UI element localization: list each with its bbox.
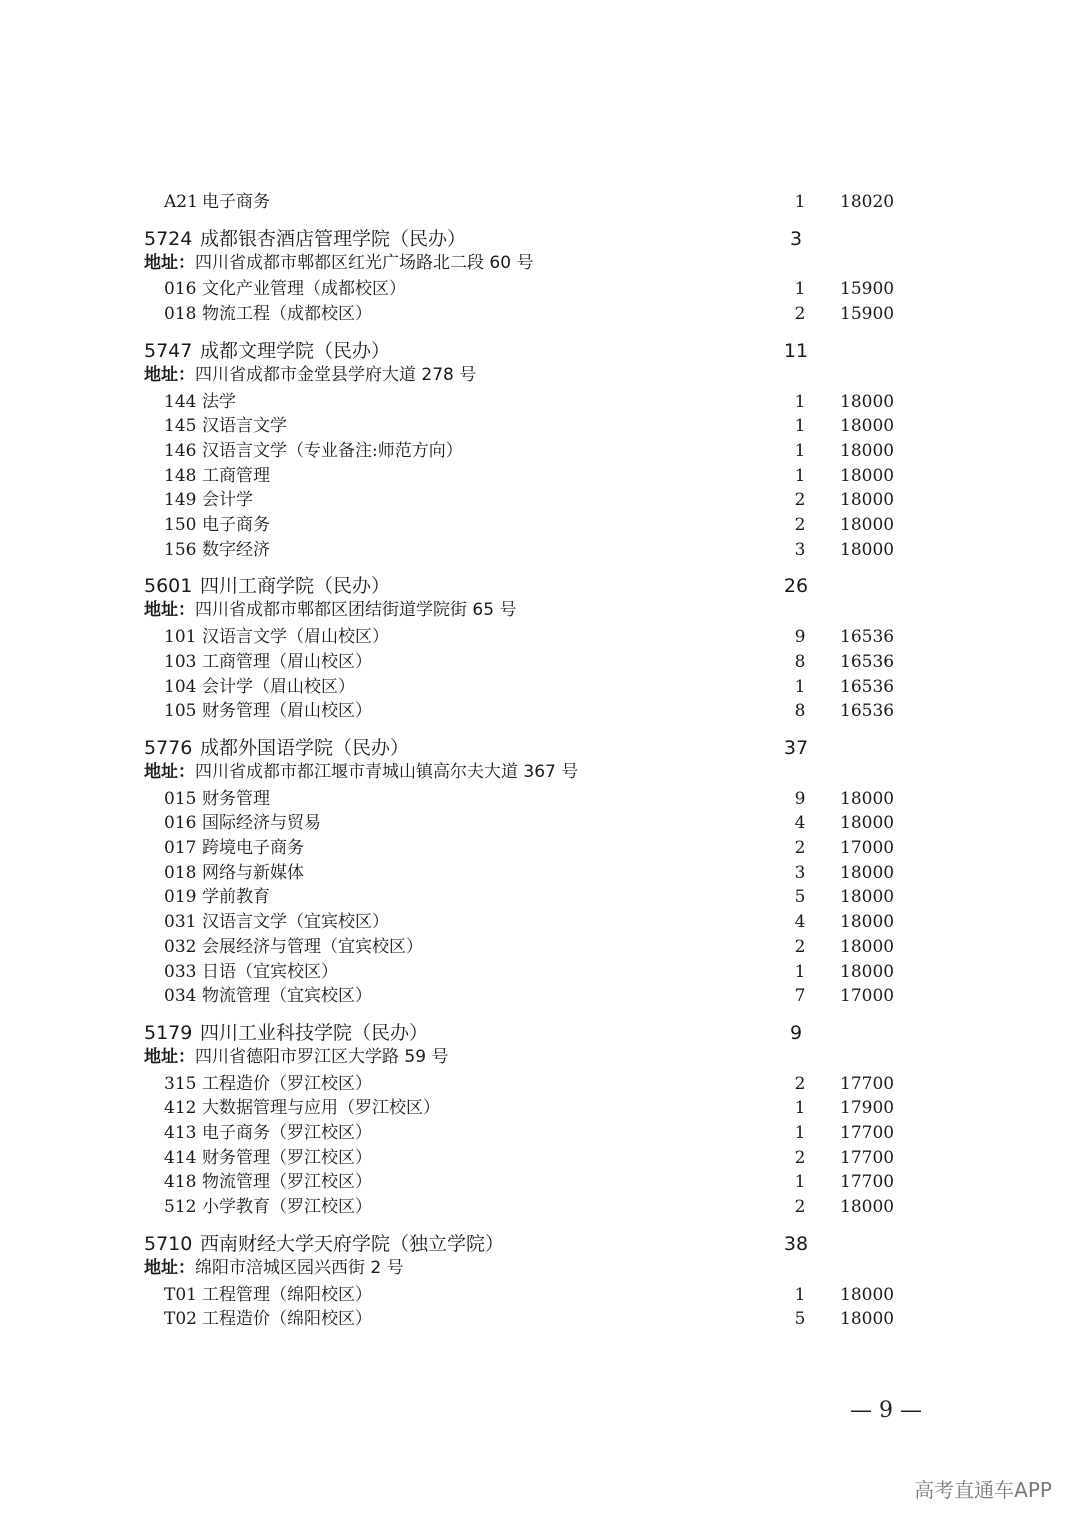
tuition-fee: 18000 <box>840 887 895 908</box>
plan-count: 2 <box>794 304 806 325</box>
tuition-fee: 18000 <box>840 788 895 809</box>
major-name: 财务管理（眉山校区） <box>202 701 372 722</box>
major-name: 物流管理（宜宾校区） <box>202 986 372 1007</box>
school-total-count: 3 <box>789 227 803 250</box>
major-name: 物流工程（成都校区） <box>202 304 372 325</box>
major-row <box>0 699 1080 723</box>
school-code: 5776 <box>144 736 193 759</box>
major-row <box>0 836 1080 860</box>
major-row <box>0 464 1080 488</box>
major-code: 105 <box>164 701 197 722</box>
tuition-fee: 16536 <box>840 701 895 722</box>
major-code: T01 <box>164 1284 197 1305</box>
tuition-fee: 16536 <box>840 627 895 648</box>
major-row <box>0 538 1080 562</box>
major-name: 会展经济与管理（宜宾校区） <box>202 936 423 957</box>
plan-count: 9 <box>794 627 806 648</box>
plan-count: 1 <box>794 279 806 300</box>
major-row <box>0 439 1080 463</box>
plan-count: 5 <box>794 1309 806 1330</box>
major-name: 财务管理 <box>202 788 270 809</box>
school-code: 5710 <box>144 1232 193 1255</box>
tuition-fee: 17700 <box>840 1147 895 1168</box>
school-address-row <box>0 598 1080 622</box>
major-code: 031 <box>164 912 197 933</box>
address-value: 四川省德阳市罗江区大学路 59 号 <box>195 1046 449 1067</box>
school-address <box>144 598 516 622</box>
major-name: 工程管理（绵阳校区） <box>202 1284 372 1305</box>
major-name: 会计学 <box>202 490 253 511</box>
school-total-count: 37 <box>783 736 809 759</box>
major-row <box>0 935 1080 959</box>
major-code: 032 <box>164 936 197 957</box>
school-address <box>144 251 533 275</box>
tuition-fee: 18000 <box>840 539 895 560</box>
major-name: 电子商务（罗江校区） <box>202 1123 372 1143</box>
school-header <box>0 572 1080 600</box>
major-row <box>0 861 1080 885</box>
tuition-fee: 18000 <box>840 912 895 933</box>
major-name: 网络与新媒体 <box>202 862 304 883</box>
plan-count: 1 <box>794 440 806 461</box>
plan-count: 8 <box>794 701 806 722</box>
major-code: 315 <box>164 1073 197 1094</box>
address-label: 地址： <box>144 252 195 273</box>
school-total-count: 9 <box>789 1021 803 1044</box>
major-row <box>0 1096 1080 1120</box>
major-row <box>0 277 1080 301</box>
major-name: 日语（宜宾校区） <box>202 961 338 982</box>
plan-count: 1 <box>794 465 806 486</box>
major-name: 工商管理 <box>202 465 270 486</box>
plan-count: 1 <box>794 961 806 982</box>
tuition-fee: 17700 <box>840 1172 895 1193</box>
tuition-fee: 18000 <box>840 961 895 982</box>
school-header <box>0 337 1080 365</box>
major-row <box>0 811 1080 835</box>
major-row <box>0 625 1080 649</box>
tuition-fee: 18000 <box>840 490 895 511</box>
major-row <box>0 910 1080 934</box>
major-row <box>0 1195 1080 1219</box>
major-name: 会计学（眉山校区） <box>202 676 355 697</box>
school-address-row <box>0 251 1080 275</box>
school-code: 5724 <box>144 227 193 250</box>
tuition-fee: 18000 <box>840 862 895 883</box>
major-row <box>0 1121 1080 1145</box>
school-total-count: 38 <box>783 1232 809 1255</box>
major-row <box>0 488 1080 512</box>
major-code: 016 <box>164 279 197 300</box>
major-code: 412 <box>164 1098 197 1119</box>
tuition-fee: 18000 <box>840 1284 895 1305</box>
address-label: 地址： <box>144 761 195 782</box>
school-address-row <box>0 1045 1080 1069</box>
plan-count: 2 <box>794 936 806 957</box>
major-code: 149 <box>164 490 197 511</box>
address-label: 地址： <box>144 364 195 385</box>
major-code: 145 <box>164 416 197 437</box>
major-row <box>0 414 1080 438</box>
tuition-fee: 17700 <box>840 1123 895 1143</box>
major-name: 电子商务 <box>202 192 270 212</box>
plan-count: 4 <box>794 912 806 933</box>
major-code: 101 <box>164 627 197 648</box>
major-code: 019 <box>164 887 197 908</box>
major-row <box>0 885 1080 909</box>
plan-count: 2 <box>794 1197 806 1218</box>
school-name: 四川工业科技学院（民办） <box>200 1021 429 1044</box>
plan-count: 5 <box>794 887 806 908</box>
tuition-fee: 17700 <box>840 1073 895 1094</box>
major-code: 104 <box>164 676 197 697</box>
major-name: 工程造价（绵阳校区） <box>202 1309 372 1330</box>
school-address-row <box>0 760 1080 784</box>
school-header <box>0 1019 1080 1047</box>
tuition-fee: 18000 <box>840 813 895 834</box>
major-code: 015 <box>164 788 197 809</box>
address-value: 四川省成都市都江堰市青城山镇高尔夫大道 367 号 <box>195 761 579 782</box>
school-address <box>144 1045 448 1069</box>
watermark: 高考直通车APP <box>914 1478 1052 1502</box>
school-address-row <box>0 1256 1080 1280</box>
major-row <box>0 960 1080 984</box>
major-name: 汉语言文学（宜宾校区） <box>202 912 389 933</box>
school-address <box>144 760 578 784</box>
plan-count: 1 <box>794 391 806 412</box>
major-name: 汉语言文学（眉山校区） <box>202 627 389 648</box>
school-name: 四川工商学院（民办） <box>200 575 391 598</box>
major-code: 103 <box>164 651 197 672</box>
school-name: 成都文理学院（民办） <box>200 339 391 362</box>
tuition-fee: 15900 <box>840 279 895 300</box>
school-total-count: 11 <box>783 339 809 362</box>
major-name: 汉语言文学 <box>202 416 287 437</box>
major-row <box>0 1146 1080 1170</box>
major-name: 国际经济与贸易 <box>202 813 321 834</box>
plan-count: 3 <box>794 539 806 560</box>
major-row <box>0 787 1080 811</box>
school-total-count: 26 <box>783 575 809 598</box>
plan-count: 3 <box>794 862 806 883</box>
major-row <box>0 1307 1080 1331</box>
major-code: 413 <box>164 1123 197 1143</box>
major-code: 017 <box>164 838 197 858</box>
tuition-fee: 18000 <box>840 1309 895 1330</box>
tuition-fee: 17000 <box>840 986 895 1007</box>
plan-count: 1 <box>794 1284 806 1305</box>
major-name: 汉语言文学（专业备注:师范方向） <box>202 440 463 461</box>
address-label: 地址： <box>144 1257 195 1278</box>
tuition-fee: 16536 <box>840 676 895 697</box>
major-name: 文化产业管理（成都校区） <box>202 279 406 300</box>
major-code: 512 <box>164 1197 197 1218</box>
school-header <box>0 225 1080 253</box>
major-row <box>0 675 1080 699</box>
plan-count: 2 <box>794 1147 806 1168</box>
tuition-fee: 17000 <box>840 838 895 858</box>
major-code: 150 <box>164 515 197 535</box>
plan-count: 1 <box>794 1123 806 1143</box>
school-header <box>0 734 1080 762</box>
school-address-row <box>0 363 1080 387</box>
major-code: 146 <box>164 440 197 461</box>
address-value: 绵阳市涪城区园兴西街 2 号 <box>195 1257 404 1278</box>
school-code: 5179 <box>144 1021 193 1044</box>
plan-count: 4 <box>794 813 806 834</box>
plan-count: 1 <box>794 676 806 697</box>
major-row <box>0 1072 1080 1096</box>
major-name: 电子商务 <box>202 515 270 535</box>
major-name: 财务管理（罗江校区） <box>202 1147 372 1168</box>
plan-count: 1 <box>794 416 806 437</box>
plan-count: 8 <box>794 651 806 672</box>
tuition-fee: 18000 <box>840 936 895 957</box>
major-code: 018 <box>164 862 197 883</box>
major-row <box>0 302 1080 326</box>
major-name: 学前教育 <box>202 887 270 908</box>
major-name: 物流管理（罗江校区） <box>202 1172 372 1193</box>
tuition-fee: 18000 <box>840 1197 895 1218</box>
major-code: 018 <box>164 304 197 325</box>
major-row <box>0 1283 1080 1307</box>
school-address <box>144 363 476 387</box>
major-row <box>0 984 1080 1008</box>
address-value: 四川省成都市金堂县学府大道 278 号 <box>195 364 477 385</box>
major-code: 034 <box>164 986 197 1007</box>
major-row <box>0 390 1080 414</box>
school-name: 成都银杏酒店管理学院（民办） <box>200 227 467 250</box>
address-value: 四川省成都市郫都区团结街道学院街 65 号 <box>195 600 517 621</box>
plan-count: 2 <box>794 1073 806 1094</box>
plan-count: 2 <box>794 515 806 535</box>
page-number: — 9 — <box>850 1398 922 1423</box>
plan-count: 2 <box>794 838 806 858</box>
major-row <box>0 1170 1080 1194</box>
major-code: A21 <box>164 192 198 212</box>
plan-count: 7 <box>794 986 806 1007</box>
major-code: T02 <box>164 1309 197 1330</box>
major-name: 工程造价（罗江校区） <box>202 1073 372 1094</box>
major-code: 414 <box>164 1147 197 1168</box>
school-code: 5747 <box>144 339 193 362</box>
tuition-fee: 18000 <box>840 416 895 437</box>
major-code: 156 <box>164 539 197 560</box>
tuition-fee: 18000 <box>840 515 895 535</box>
school-header <box>0 1230 1080 1258</box>
tuition-fee: 18000 <box>840 440 895 461</box>
school-name: 成都外国语学院（民办） <box>200 736 410 759</box>
major-code: 144 <box>164 391 197 412</box>
major-row <box>0 190 1080 214</box>
major-row <box>0 650 1080 674</box>
tuition-fee: 17900 <box>840 1098 895 1119</box>
plan-count: 1 <box>794 1172 806 1193</box>
major-row <box>0 513 1080 537</box>
school-address <box>144 1256 404 1280</box>
plan-count: 2 <box>794 490 806 511</box>
tuition-fee: 15900 <box>840 304 895 325</box>
plan-count: 9 <box>794 788 806 809</box>
school-name: 西南财经大学天府学院（独立学院） <box>200 1232 505 1255</box>
major-name: 数字经济 <box>202 539 270 560</box>
major-name: 小学教育（罗江校区） <box>202 1197 372 1218</box>
plan-count: 1 <box>794 1098 806 1119</box>
major-code: 148 <box>164 465 197 486</box>
major-name: 大数据管理与应用（罗江校区） <box>202 1098 440 1119</box>
tuition-fee: 16536 <box>840 651 895 672</box>
major-code: 033 <box>164 961 197 982</box>
major-name: 跨境电子商务 <box>202 838 304 858</box>
major-name: 法学 <box>202 391 236 412</box>
plan-count: 1 <box>794 192 806 212</box>
school-code: 5601 <box>144 575 193 598</box>
address-label: 地址： <box>144 1046 195 1067</box>
tuition-fee: 18020 <box>840 192 895 212</box>
address-label: 地址： <box>144 600 195 621</box>
major-name: 工商管理（眉山校区） <box>202 651 372 672</box>
major-code: 016 <box>164 813 197 834</box>
tuition-fee: 18000 <box>840 391 895 412</box>
address-value: 四川省成都市郫都区红光广场路北二段 60 号 <box>195 252 534 273</box>
major-code: 418 <box>164 1172 197 1193</box>
tuition-fee: 18000 <box>840 465 895 486</box>
